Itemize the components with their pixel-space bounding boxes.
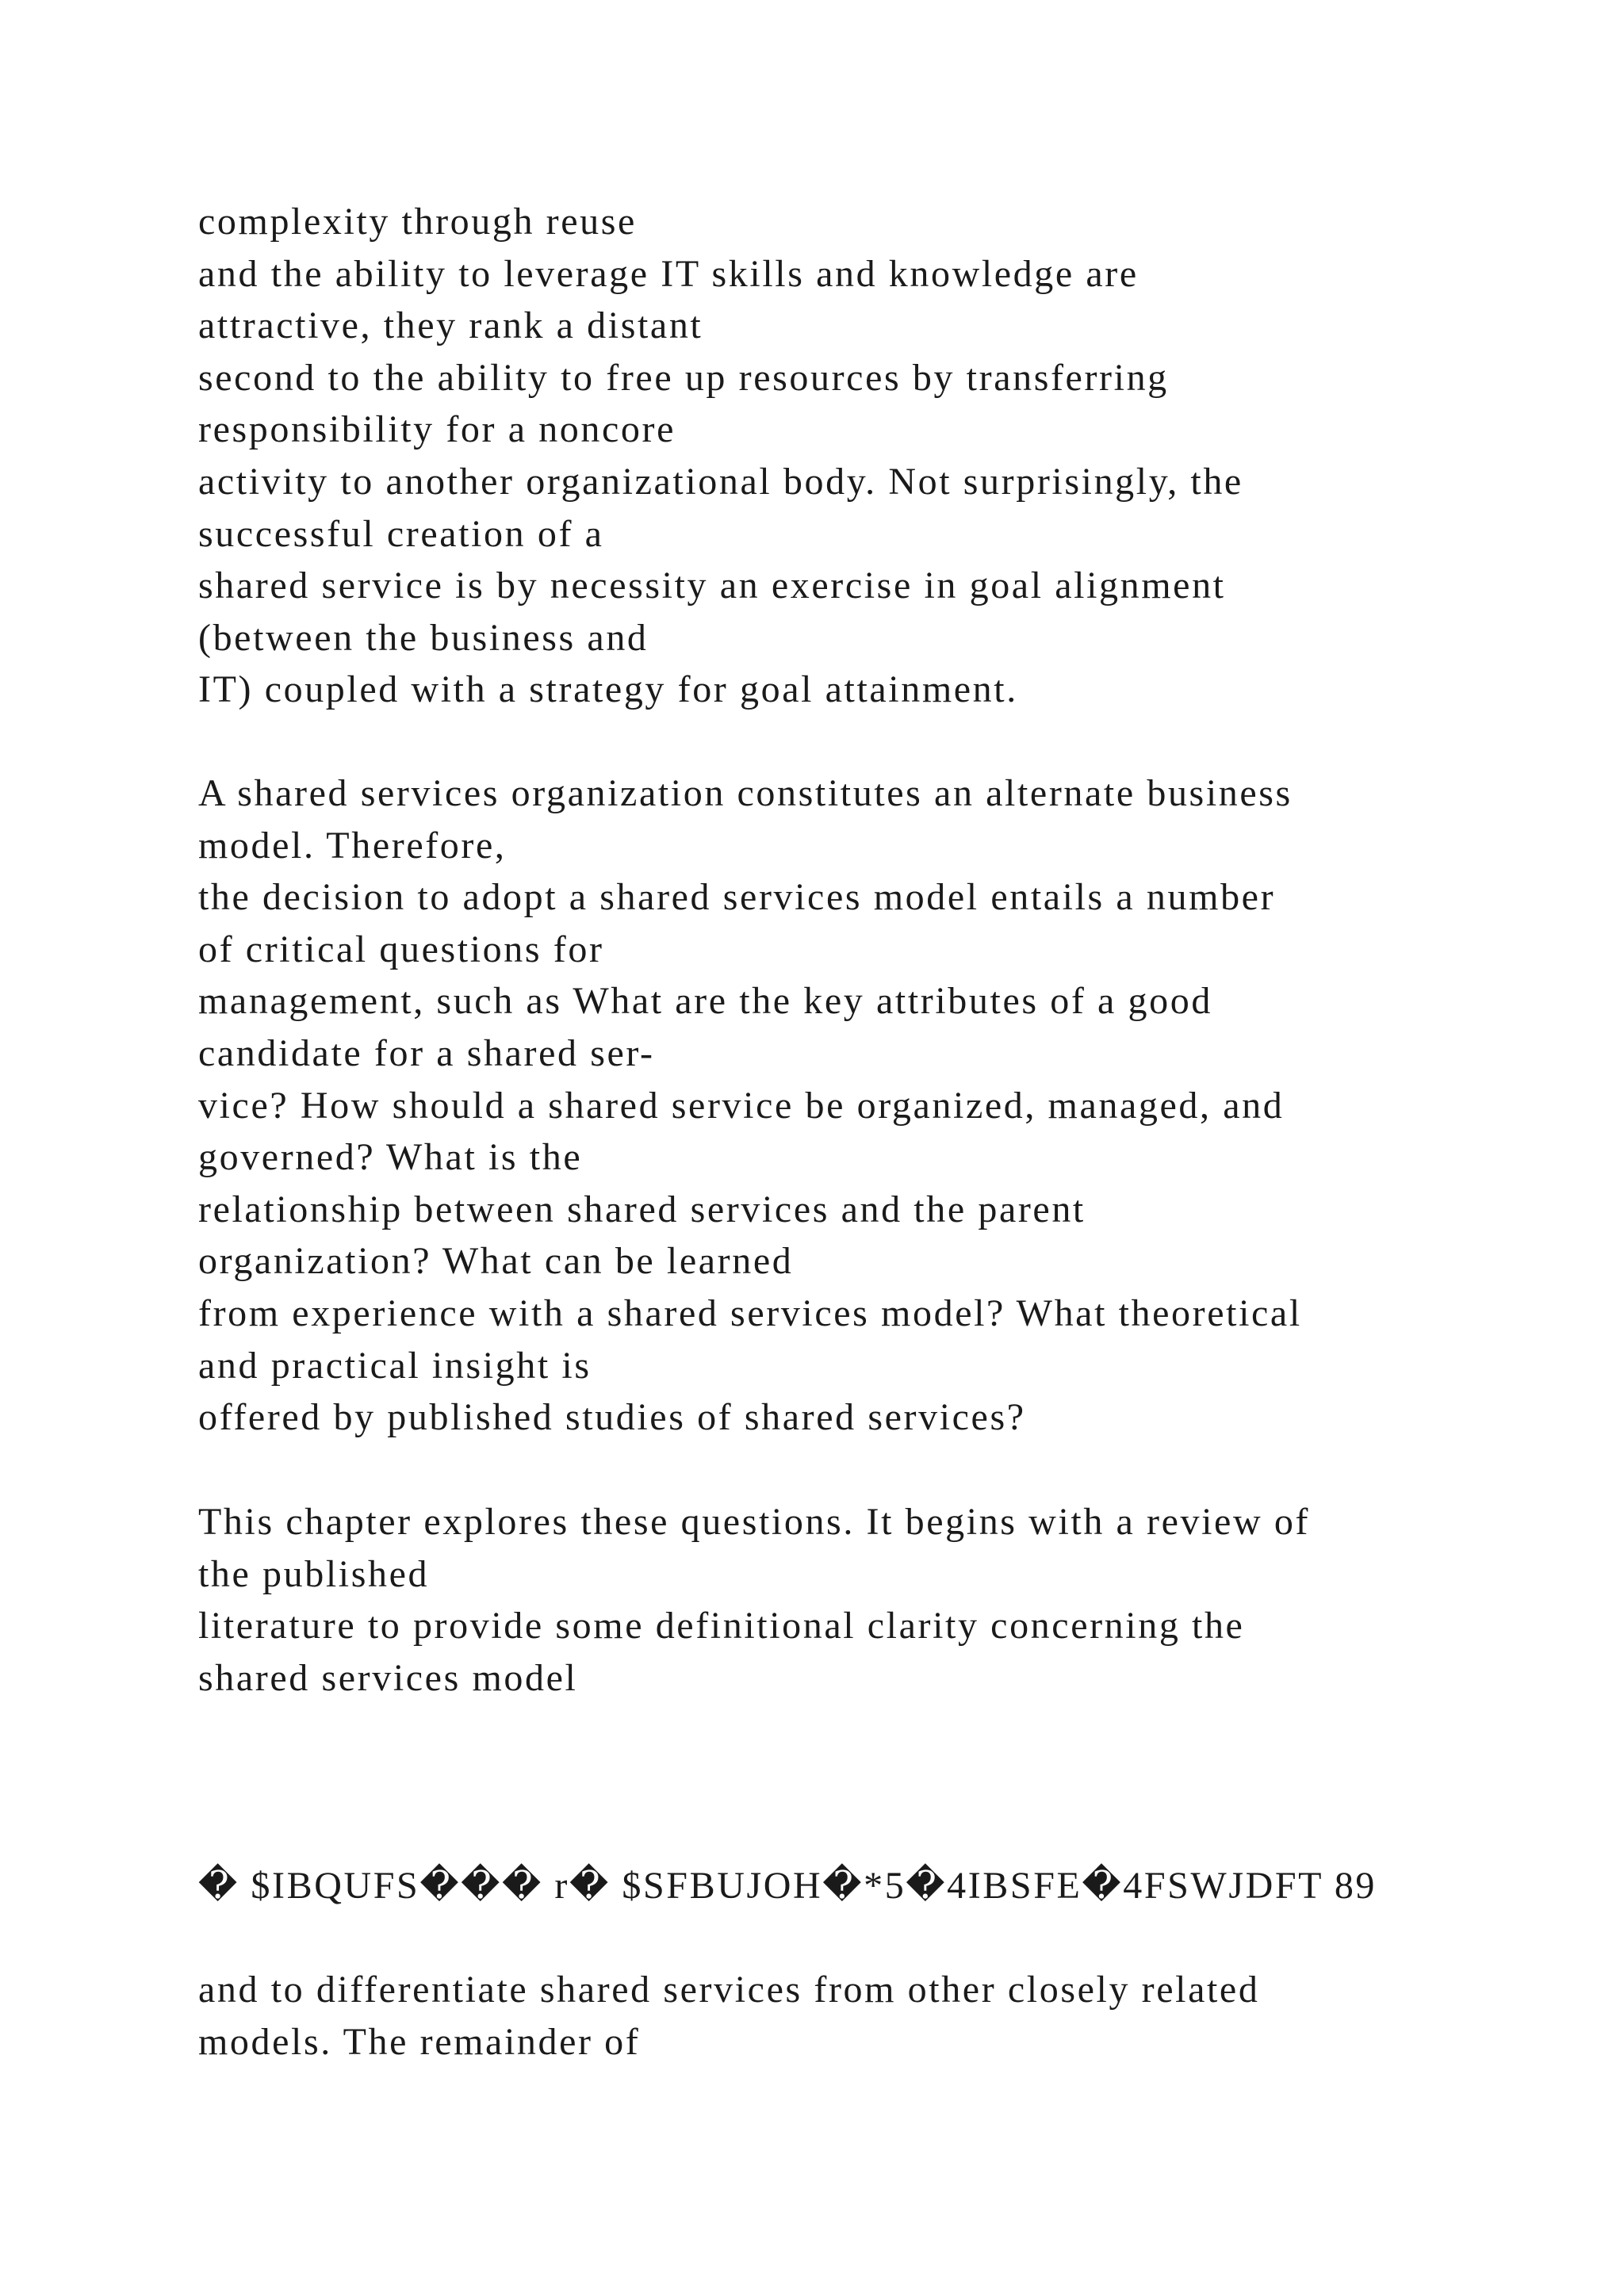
paragraph-4 xyxy=(198,1964,1546,2068)
text-line: responsibility for a noncore xyxy=(198,408,676,451)
text-line: literature to provide some definitional clarity concerning the xyxy=(198,1605,1245,1647)
paragraph-3 xyxy=(198,1496,1546,1704)
text-line: activity to another organizational body. Not surprisingly, the xyxy=(198,460,1243,503)
text-line: second to the ability to free up resources by transferring xyxy=(198,356,1169,399)
text-line: vice? How should a shared service be organized, managed, and xyxy=(198,1084,1285,1127)
text-line: and the ability to leverage IT skills and knowledge are xyxy=(198,252,1139,295)
text-line: the published xyxy=(198,1552,430,1595)
text-line: shared service is by necessity an exercise in goal alignment xyxy=(198,564,1226,607)
text-line: governed? What is the xyxy=(198,1136,583,1179)
text-line: models. The remainder of xyxy=(198,2020,641,2063)
text-line: successful creation of a xyxy=(198,512,604,555)
text-line: from experience with a shared services model? What theoretical xyxy=(198,1292,1302,1334)
text-line: attractive, they rank a distant xyxy=(198,304,703,347)
text-line: management, such as What are the key attributes of a good xyxy=(198,980,1212,1023)
running-header xyxy=(198,1860,1546,1912)
text-line: A shared services organization constitutes an alternate business xyxy=(198,772,1293,814)
text-line: (between the business and xyxy=(198,616,649,659)
text-line: candidate for a shared ser- xyxy=(198,1031,655,1074)
text-line: shared services model xyxy=(198,1656,578,1699)
text-line: IT) coupled with a strategy for goal attainment. xyxy=(198,668,1018,711)
paragraph-1 xyxy=(198,196,1546,716)
text-line: of critical questions for xyxy=(198,928,604,970)
text-line: organization? What can be learned xyxy=(198,1240,794,1283)
paragraph-2 xyxy=(198,767,1546,1444)
text-line: and practical insight is xyxy=(198,1344,592,1387)
text-line: offered by published studies of shared services? xyxy=(198,1396,1026,1439)
text-line: the decision to adopt a shared services model entails a number xyxy=(198,876,1276,919)
text-line: model. Therefore, xyxy=(198,824,507,867)
text-line: relationship between shared services and the parent xyxy=(198,1188,1086,1230)
text-line: This chapter explores these questions. It begins with a review of xyxy=(198,1501,1310,1543)
text-line: complexity through reuse xyxy=(198,201,637,243)
text-line: and to differentiate shared services from other closely related xyxy=(198,1969,1260,2011)
running-header-text: � $IBQUFS��� r� $SFBUJOH�*5�4IBSFE�4FSWJDFT 89 xyxy=(198,1865,1377,1907)
